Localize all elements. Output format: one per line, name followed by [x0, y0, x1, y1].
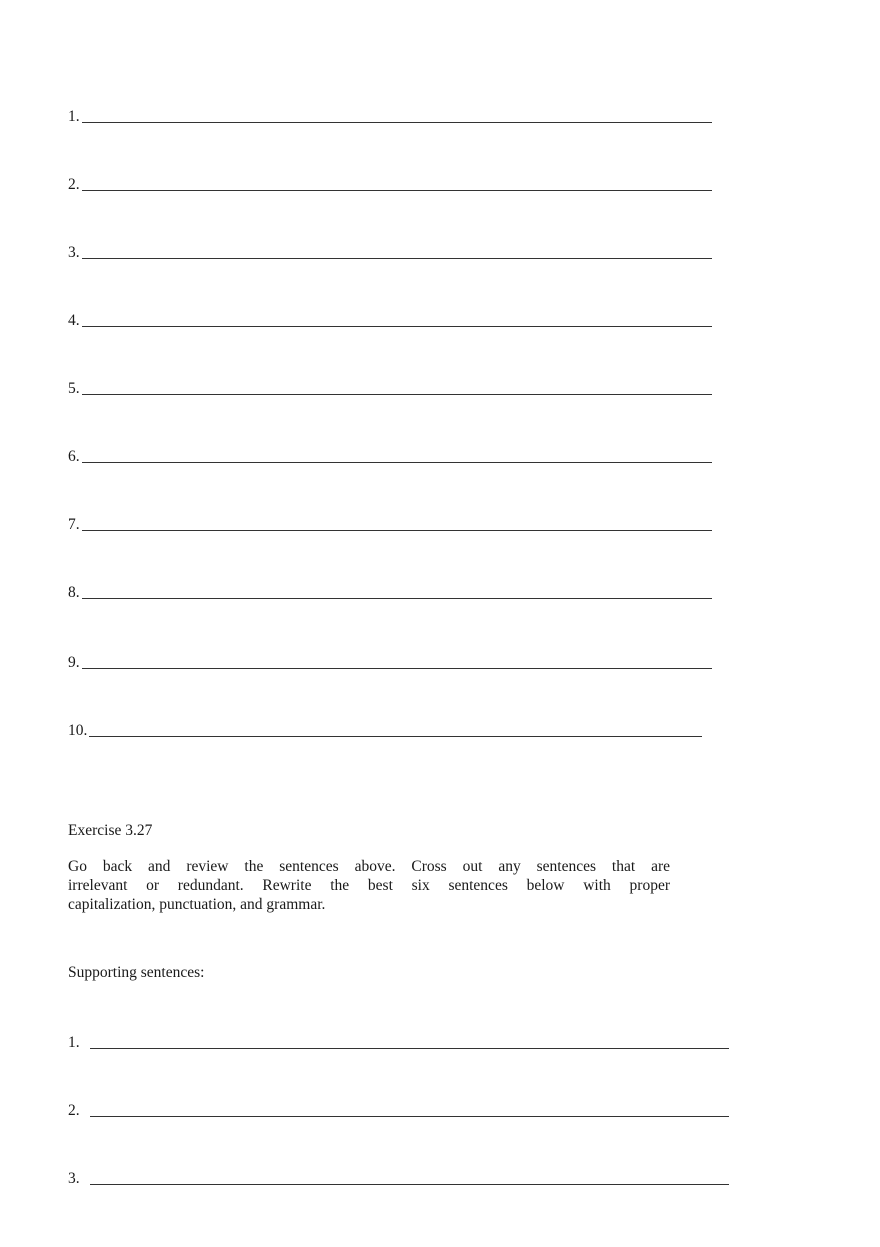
blank-line[interactable] [82, 190, 712, 191]
answer-line-9 [68, 650, 712, 672]
blank-line[interactable] [82, 122, 712, 123]
blank-line[interactable] [82, 530, 712, 531]
instruction-line: Go back and review the sentences above. Cross out any sentences that are [68, 858, 670, 875]
supporting-line-2 [68, 1098, 729, 1120]
line-number: 9. [68, 654, 80, 671]
blank-line[interactable] [82, 258, 712, 259]
answer-line-10 [68, 718, 702, 740]
line-number: 3. [68, 1170, 80, 1187]
exercise-title: Exercise 3.27 [68, 822, 153, 839]
supporting-heading: Supporting sentences: [68, 964, 205, 981]
answer-line-7 [68, 512, 712, 534]
answer-line-8 [68, 580, 712, 602]
instruction-line: capitalization, punctuation, and grammar. [68, 896, 326, 913]
line-number: 6. [68, 448, 80, 465]
answer-line-2 [68, 172, 712, 194]
blank-line[interactable] [82, 326, 712, 327]
answer-line-1 [68, 104, 712, 126]
blank-line[interactable] [82, 462, 712, 463]
answer-line-6 [68, 444, 712, 466]
line-number: 7. [68, 516, 80, 533]
blank-line[interactable] [82, 598, 712, 599]
supporting-line-3 [68, 1166, 729, 1188]
instruction-line: irrelevant or redundant. Rewrite the best six sentences below with proper [68, 877, 670, 894]
blank-line[interactable] [89, 736, 702, 737]
answer-line-3 [68, 240, 712, 262]
line-number: 1. [68, 1034, 80, 1051]
line-number: 2. [68, 176, 80, 193]
answer-line-5 [68, 376, 712, 398]
blank-line[interactable] [90, 1048, 729, 1049]
blank-line[interactable] [90, 1116, 729, 1117]
blank-line[interactable] [82, 394, 712, 395]
supporting-line-1 [68, 1030, 729, 1052]
answer-line-4 [68, 308, 712, 330]
line-number: 1. [68, 108, 80, 125]
line-number: 10. [68, 722, 88, 739]
blank-line[interactable] [90, 1184, 729, 1185]
exercise-instructions [68, 857, 670, 914]
line-number: 4. [68, 312, 80, 329]
line-number: 8. [68, 584, 80, 601]
line-number: 5. [68, 380, 80, 397]
blank-line[interactable] [82, 668, 712, 669]
line-number: 3. [68, 244, 80, 261]
line-number: 2. [68, 1102, 80, 1119]
